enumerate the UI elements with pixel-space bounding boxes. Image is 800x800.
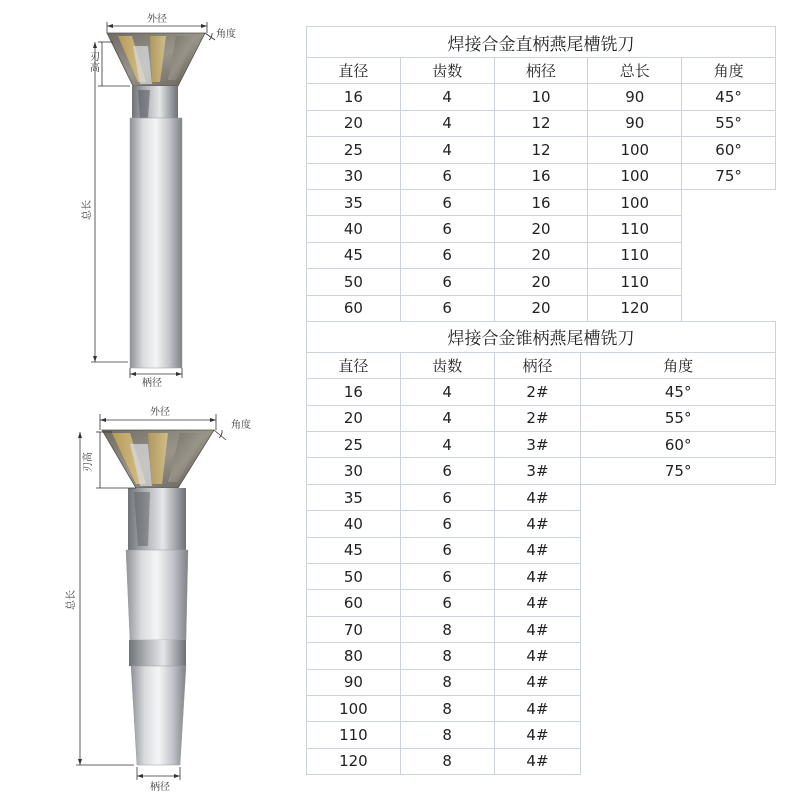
table-cell-empty [581, 643, 776, 669]
table-cell-empty [682, 189, 776, 215]
table-cell: 4# [494, 616, 581, 642]
table-row [307, 189, 776, 215]
table-cell: 110 [588, 242, 682, 268]
table-row [307, 748, 776, 774]
table-cell: 40 [307, 216, 401, 242]
table-cell: 100 [588, 163, 682, 189]
bottom-outer-dia-label: 外径 [150, 407, 170, 418]
table-cell-empty [581, 748, 776, 774]
table-cell: 6 [400, 458, 494, 484]
table-row [307, 216, 776, 242]
table-row [307, 295, 776, 321]
top-total-length-label: 总长 [82, 200, 93, 220]
table-row [307, 511, 776, 537]
table-cell: 2# [494, 405, 581, 431]
table-row [307, 458, 776, 484]
table-row [307, 564, 776, 590]
table-cell: 40 [307, 511, 401, 537]
table-row [307, 537, 776, 563]
table-row [307, 242, 776, 268]
top-edge-height-label [90, 51, 100, 74]
table-cell: 4 [400, 110, 494, 136]
table-cell: 8 [400, 695, 494, 721]
table1-header-row [307, 58, 776, 84]
table-cell: 8 [400, 643, 494, 669]
table-cell: 75° [581, 458, 776, 484]
table-cell: 4# [494, 748, 581, 774]
table-row [307, 405, 776, 431]
table1-header-cell: 总长 [588, 58, 682, 84]
table-cell: 120 [307, 748, 401, 774]
table-cell: 6 [400, 269, 494, 295]
table-cell: 50 [307, 269, 401, 295]
table2-header-cell: 角度 [581, 352, 776, 378]
table-cell: 6 [400, 216, 494, 242]
table-cell: 4 [400, 84, 494, 110]
table-cell: 12 [494, 110, 588, 136]
table-row [307, 269, 776, 295]
table-cell: 16 [307, 379, 401, 405]
table-cell: 90 [588, 84, 682, 110]
table-cell-empty [682, 295, 776, 321]
table-row [307, 379, 776, 405]
table-cell: 55° [682, 110, 776, 136]
table-cell: 110 [307, 722, 401, 748]
table-cell: 8 [400, 748, 494, 774]
table-cell-empty [581, 511, 776, 537]
table-row [307, 163, 776, 189]
table1-header-cell: 角度 [682, 58, 776, 84]
table-row [307, 137, 776, 163]
table-cell: 6 [400, 484, 494, 510]
table-cell: 55° [581, 405, 776, 431]
table-cell: 25 [307, 137, 401, 163]
table-cell: 45° [581, 379, 776, 405]
taper-shank-cutter-drawing [102, 430, 214, 765]
table-cell: 8 [400, 722, 494, 748]
table-cell: 20 [494, 269, 588, 295]
table-cell: 6 [400, 590, 494, 616]
table-cell: 6 [400, 163, 494, 189]
table-cell: 6 [400, 242, 494, 268]
table-cell: 2# [494, 379, 581, 405]
table1-header-cell: 直径 [307, 58, 401, 84]
straight-shank-cutter-drawing [107, 33, 205, 368]
table-cell: 4 [400, 379, 494, 405]
bottom-total-length-label: 总长 [66, 590, 77, 610]
product-diagrams [0, 0, 300, 800]
table-cell: 4# [494, 669, 581, 695]
straight-shank-spec-table [306, 26, 776, 322]
table-cell: 45 [307, 242, 401, 268]
table-cell: 20 [307, 405, 401, 431]
table-cell-empty [682, 269, 776, 295]
table-cell: 4 [400, 432, 494, 458]
taper-shank-spec-table [306, 321, 776, 775]
table-cell: 4# [494, 537, 581, 563]
table-cell: 4# [494, 643, 581, 669]
table-cell: 35 [307, 484, 401, 510]
bottom-shank-dia-label: 柄径 [150, 782, 170, 793]
table-cell: 120 [588, 295, 682, 321]
table-cell: 16 [494, 189, 588, 215]
table-cell-empty [581, 722, 776, 748]
table-cell: 3# [494, 432, 581, 458]
table1-header-cell: 齿数 [400, 58, 494, 84]
table-cell: 100 [588, 137, 682, 163]
bottom-edge-height-label: 刃高 [83, 452, 94, 472]
table-cell: 90 [307, 669, 401, 695]
table-cell: 20 [307, 110, 401, 136]
table-cell: 16 [307, 84, 401, 110]
table-cell: 8 [400, 669, 494, 695]
table-cell: 6 [400, 511, 494, 537]
table-row [307, 590, 776, 616]
table-cell-empty [581, 695, 776, 721]
table-cell: 45° [682, 84, 776, 110]
table-cell-empty [581, 590, 776, 616]
table2-title: 焊接合金锥柄燕尾槽铣刀 [307, 321, 776, 352]
table-cell: 4 [400, 137, 494, 163]
table-cell: 70 [307, 616, 401, 642]
table-cell: 4# [494, 484, 581, 510]
table-row [307, 695, 776, 721]
table-row [307, 643, 776, 669]
table-cell: 60° [682, 137, 776, 163]
table-cell-empty [682, 216, 776, 242]
table-cell: 30 [307, 458, 401, 484]
table-cell: 30 [307, 163, 401, 189]
table-cell-empty [581, 484, 776, 510]
table-cell: 90 [588, 110, 682, 136]
spec-tables [306, 26, 776, 775]
table-cell: 6 [400, 189, 494, 215]
table-cell-empty [581, 669, 776, 695]
top-angle-label: 角度 [216, 29, 236, 40]
table-cell: 20 [494, 216, 588, 242]
table-cell: 4# [494, 722, 581, 748]
table-cell: 4 [400, 405, 494, 431]
table-cell: 75° [682, 163, 776, 189]
table-cell: 100 [307, 695, 401, 721]
table-cell-empty [581, 564, 776, 590]
table-row [307, 110, 776, 136]
table-row [307, 722, 776, 748]
table-cell: 80 [307, 643, 401, 669]
table-cell-empty [682, 242, 776, 268]
table-cell: 6 [400, 537, 494, 563]
bottom-angle-label: 角度 [231, 420, 251, 431]
table-cell: 20 [494, 242, 588, 268]
table-cell: 45 [307, 537, 401, 563]
table-cell-empty [581, 537, 776, 563]
table-cell: 6 [400, 564, 494, 590]
table-cell: 3# [494, 458, 581, 484]
table-cell: 50 [307, 564, 401, 590]
table-cell: 100 [588, 189, 682, 215]
table-cell: 16 [494, 163, 588, 189]
table-row [307, 669, 776, 695]
table-row [307, 432, 776, 458]
table2-body [307, 379, 776, 775]
table-cell: 35 [307, 189, 401, 215]
table1-body [307, 84, 776, 322]
table1-title: 焊接合金直柄燕尾槽铣刀 [307, 27, 776, 58]
table1-header-cell: 柄径 [494, 58, 588, 84]
table-cell: 6 [400, 295, 494, 321]
table2-header-cell: 齿数 [400, 352, 494, 378]
table2-header-row [307, 352, 776, 378]
table-row [307, 616, 776, 642]
table-cell: 25 [307, 432, 401, 458]
table-cell: 10 [494, 84, 588, 110]
table-cell-empty [581, 616, 776, 642]
table-cell: 8 [400, 616, 494, 642]
table-row [307, 484, 776, 510]
table2-header-cell: 柄径 [494, 352, 581, 378]
table-cell: 60° [581, 432, 776, 458]
top-shank-dia-label: 柄径 [142, 378, 162, 389]
table-cell: 60 [307, 295, 401, 321]
table-cell: 4# [494, 695, 581, 721]
table-row [307, 84, 776, 110]
table-cell: 110 [588, 216, 682, 242]
table2-header-cell: 直径 [307, 352, 401, 378]
table-cell: 12 [494, 137, 588, 163]
table-cell: 4# [494, 511, 581, 537]
table-cell: 20 [494, 295, 588, 321]
table-cell: 4# [494, 590, 581, 616]
table-cell: 60 [307, 590, 401, 616]
table-cell: 4# [494, 564, 581, 590]
top-edge-height-text: 刃高 [90, 52, 100, 74]
top-outer-dia-label: 外径 [147, 14, 167, 25]
table-cell: 110 [588, 269, 682, 295]
